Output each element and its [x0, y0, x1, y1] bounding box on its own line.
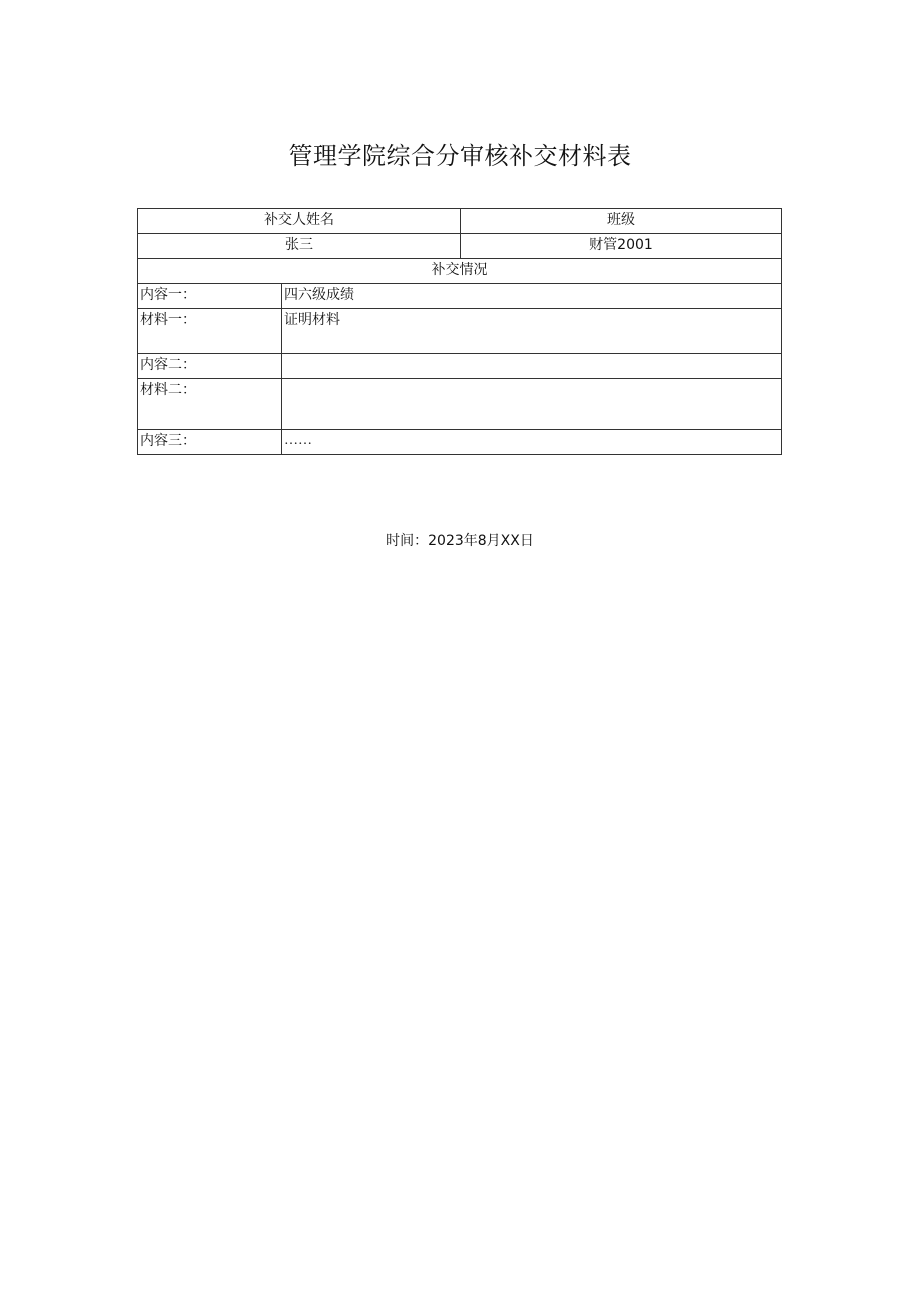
name-value-cell: 张三 [138, 234, 461, 259]
class-value-cell: 财管2001 [461, 234, 782, 259]
table-row [138, 309, 782, 354]
table-row [138, 284, 782, 309]
row-value-cell: 证明材料 [282, 309, 782, 354]
submission-date: 时间：2023年8月XX日 [386, 533, 534, 549]
table-values-row [138, 234, 782, 259]
row-label-cell: 内容一： [138, 284, 282, 309]
name-label-cell: 补交人姓名 [138, 209, 461, 234]
class-label-cell: 班级 [461, 209, 782, 234]
table-header-row [138, 209, 782, 234]
row-label-cell: 材料一： [138, 309, 282, 354]
row-label-cell: 内容三： [138, 430, 282, 455]
row-value-cell [282, 379, 782, 430]
section-title-cell: 补交情况 [138, 259, 782, 284]
table-row [138, 379, 782, 430]
page-title: 管理学院综合分审核补交材料表 [288, 142, 632, 170]
row-value-cell [282, 354, 782, 379]
row-label-cell: 材料二： [138, 379, 282, 430]
row-value-cell: 四六级成绩 [282, 284, 782, 309]
section-title-row [138, 259, 782, 284]
row-value-cell: …… [282, 430, 782, 455]
table-row [138, 430, 782, 455]
table-row [138, 354, 782, 379]
row-label-cell: 内容二： [138, 354, 282, 379]
submission-form-table [137, 208, 782, 455]
